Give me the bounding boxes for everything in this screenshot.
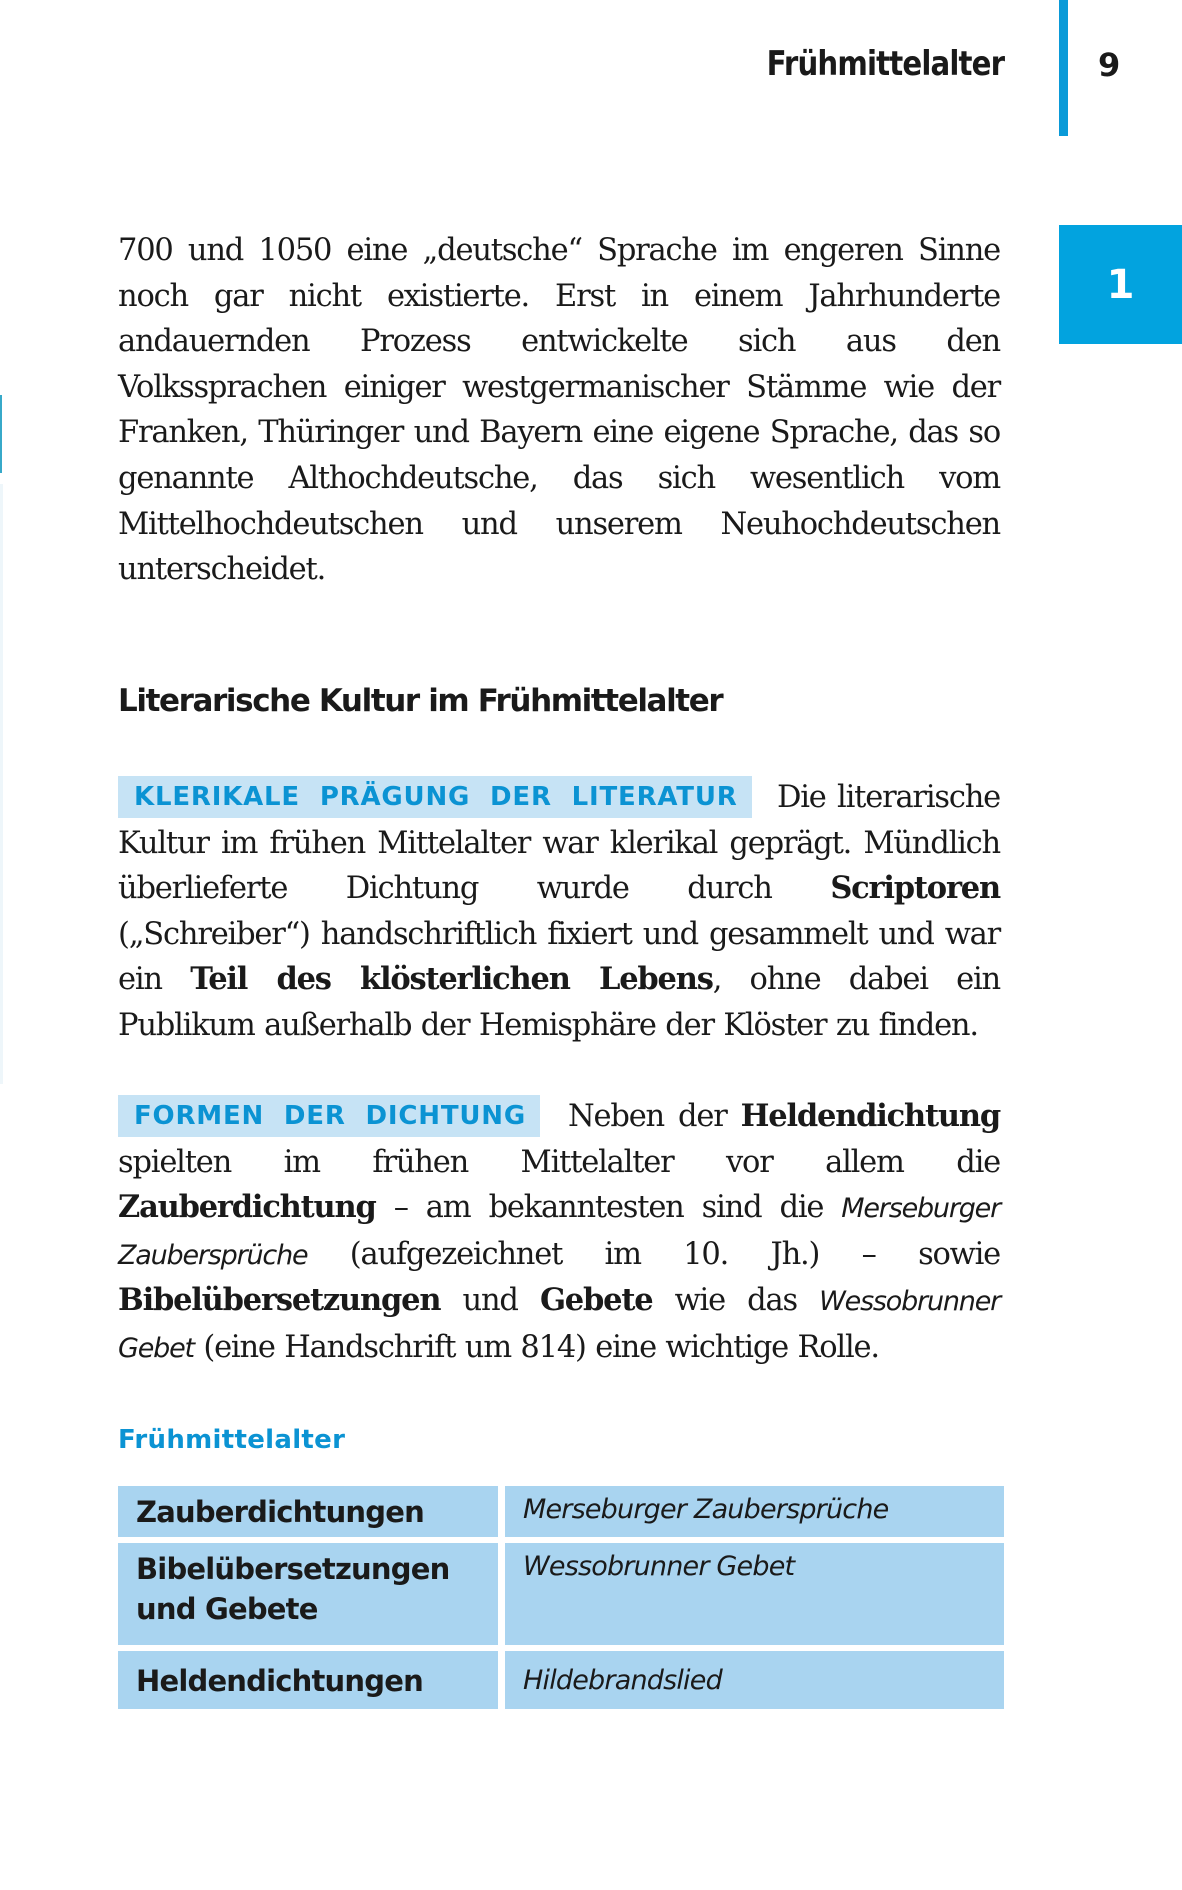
chapter-number: 1	[1106, 261, 1135, 308]
chapter-tab	[1059, 225, 1182, 344]
page-number: 9	[1098, 46, 1121, 84]
summary-table	[118, 1486, 1004, 1715]
example-cell: Merseburger Zaubersprüche	[505, 1486, 1004, 1537]
text-run: (aufgezeichnet im 10. Jh.) – sowie	[307, 1236, 1000, 1272]
paragraph-klerikale-praegung	[118, 775, 1000, 1049]
text-run: , ohne dabei ein Publikum außerhalb der Hemisphäre der Klöster zu finden.	[118, 962, 1001, 1043]
text-run: Neben der	[554, 1099, 741, 1134]
text-run: („Schreiber“) handschriftlich fixiert und gesammelt und war ein	[118, 916, 1000, 998]
paragraph-body	[118, 1099, 1000, 1365]
emphasis-term: Gebete	[539, 1282, 653, 1319]
table-caption: Frühmittelalter	[118, 1425, 346, 1455]
paragraph-body	[118, 780, 1000, 1043]
emphasis-term: Zauberdichtung	[118, 1189, 376, 1226]
table-row	[118, 1543, 1004, 1645]
genre-cell: Heldendichtungen	[118, 1651, 498, 1709]
text-run: spielten im frühen Mittelalter vor allem die	[118, 1144, 1000, 1180]
example-cell: Wessobrunner Gebet	[505, 1543, 1004, 1645]
text-run: (eine Handschrift um 814) eine wichtige Rolle.	[193, 1329, 879, 1365]
emphasis-term: Bibelübersetzungen	[118, 1282, 441, 1319]
page-edge-shadow	[0, 484, 3, 1084]
intro-paragraph: 700 und 1050 eine „deutsche“ Sprache im engeren Sinne noch gar nicht existierte. Erst in einem Jahrhunderte andauernden Prozess entwickelte sich aus den Volkssprachen einiger westgermanischer Stämme wie der Franken, Thüringer und Bayern eine eigene Sprache, das so genannte Althochdeutsche, das sich wesentlich vom Mittelhochdeutschen und unserem Neuhochdeutschen unterscheidet.	[118, 233, 1000, 588]
emphasis-term: Teil des klösterlichen Lebens	[190, 961, 713, 998]
marginal-label: FORMEN DER DICHTUNG	[118, 1095, 540, 1137]
marginal-label: KLERIKALE PRÄGUNG DER LITERATUR	[118, 776, 752, 818]
text-run: Die literarische Kultur im frühen Mittelalter war klerikal geprägt. Mündlich überlieferte Dichtung wurde durch	[118, 780, 1000, 907]
work-title: Wessobrunner Gebet	[118, 1286, 1001, 1364]
text-run: und	[440, 1283, 540, 1319]
text-run: wie das	[652, 1283, 820, 1319]
genre-cell: Zauberdichtungen	[118, 1486, 498, 1537]
genre-cell: Bibelübersetzungen und Gebete	[118, 1543, 498, 1645]
paragraph-formen-der-dichtung	[118, 1094, 1000, 1372]
emphasis-term: Heldendichtung	[740, 1098, 1000, 1134]
emphasis-term: Scriptoren	[830, 870, 1000, 907]
section-heading: Literarische Kultur im Frühmittelalter	[118, 683, 723, 719]
page-edge-mark	[0, 395, 2, 473]
running-header-title: Frühmittelalter	[766, 44, 1004, 84]
header-divider-bar	[1059, 0, 1068, 136]
work-title: Merseburger Zaubersprüche	[118, 1193, 1000, 1271]
table-row	[118, 1486, 1004, 1537]
table-row	[118, 1651, 1004, 1709]
text-run: – am bekanntesten sind die	[375, 1190, 842, 1226]
example-cell: Hildebrandslied	[505, 1651, 1004, 1709]
